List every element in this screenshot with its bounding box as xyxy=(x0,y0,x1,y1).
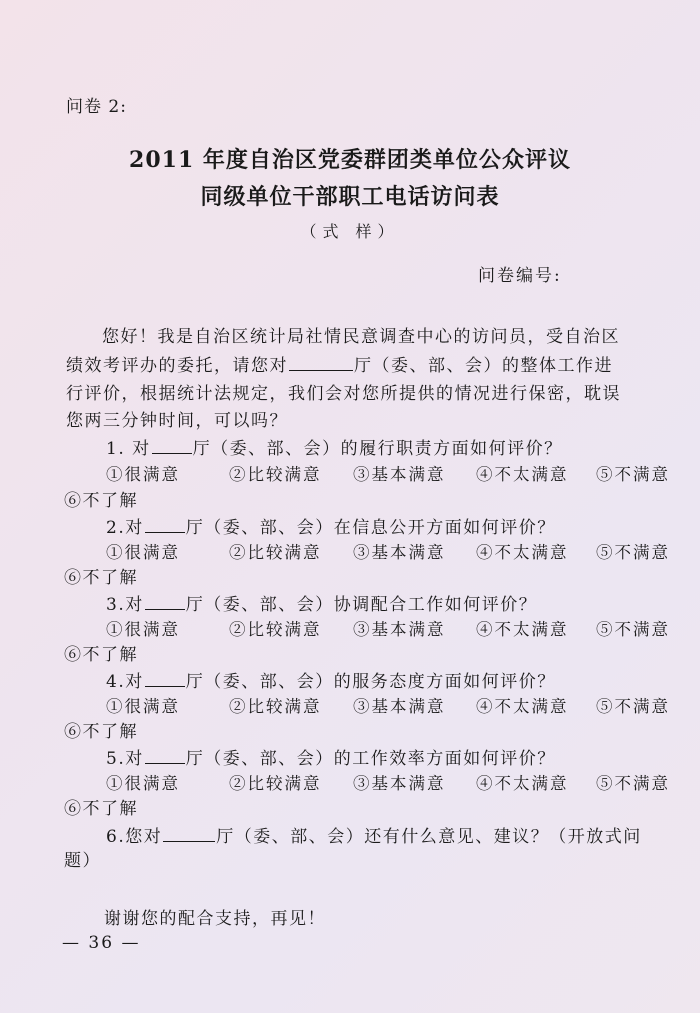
option-basically-satisfied[interactable]: ③基本满意 xyxy=(353,620,446,639)
question-5-text: 厅（委、部、会）的工作效率方面如何评价？ xyxy=(185,749,556,769)
question-6 xyxy=(106,822,642,847)
option-fairly-satisfied[interactable]: ②比较满意 xyxy=(229,620,322,639)
question-6-blank[interactable] xyxy=(163,827,215,842)
option-very-satisfied[interactable]: ①很满意 xyxy=(106,774,180,793)
option-very-satisfied[interactable]: ①很满意 xyxy=(106,543,180,562)
question-1-prefix: 1. 对 xyxy=(106,439,151,459)
question-3-text: 厅（委、部、会）协调配合工作如何评价？ xyxy=(185,595,538,615)
option-unknown[interactable]: ⑥不了解 xyxy=(64,491,138,511)
question-4-prefix: 4.对 xyxy=(106,672,144,692)
option-fairly-satisfied[interactable]: ②比较满意 xyxy=(229,697,322,716)
question-5-prefix: 5.对 xyxy=(106,749,144,769)
page-number: — 36 — xyxy=(62,933,141,953)
option-fairly-satisfied[interactable]: ②比较满意 xyxy=(229,543,322,562)
option-unknown[interactable]: ⑥不了解 xyxy=(64,568,138,588)
question-4-blank[interactable] xyxy=(145,672,185,687)
question-3-prefix: 3.对 xyxy=(106,595,144,615)
title-line-2: 同级单位干部职工电话访问表 xyxy=(200,184,500,210)
question-3-options xyxy=(106,616,670,640)
question-1-text: 厅（委、部、会）的履行职责方面如何评价？ xyxy=(192,439,563,459)
intro-line-2-end: 厅（委、部、会）的整体工作进 xyxy=(354,356,613,376)
question-1-options xyxy=(106,461,670,485)
option-basically-satisfied[interactable]: ③基本满意 xyxy=(353,465,446,484)
option-not-very-satisfied[interactable]: ④不太满意 xyxy=(476,465,569,484)
option-dissatisfied[interactable]: ⑤不满意 xyxy=(596,543,670,562)
question-2-blank[interactable] xyxy=(145,518,185,533)
question-6-text-continued: 题） xyxy=(64,851,101,871)
question-2-options xyxy=(106,539,670,563)
question-3 xyxy=(106,590,537,615)
closing-remark: 谢谢您的配合支持，再见！ xyxy=(104,909,326,929)
option-unknown[interactable]: ⑥不了解 xyxy=(64,722,138,742)
option-unknown[interactable]: ⑥不了解 xyxy=(64,645,138,665)
question-2-text: 厅（委、部、会）在信息公开方面如何评价？ xyxy=(185,518,556,538)
intro-line-2 xyxy=(66,351,613,376)
questionnaire-label: 问卷 2: xyxy=(66,97,127,117)
option-not-very-satisfied[interactable]: ④不太满意 xyxy=(476,620,569,639)
option-not-very-satisfied[interactable]: ④不太满意 xyxy=(476,543,569,562)
option-not-very-satisfied[interactable]: ④不太满意 xyxy=(476,697,569,716)
question-5-blank[interactable] xyxy=(145,749,185,764)
option-not-very-satisfied[interactable]: ④不太满意 xyxy=(476,774,569,793)
option-unknown[interactable]: ⑥不了解 xyxy=(64,799,138,819)
question-4 xyxy=(106,667,556,692)
intro-line-4: 您两三分钟时间，可以吗？ xyxy=(66,411,288,431)
intro-line-2-start: 绩效考评办的委托，请您对 xyxy=(66,356,288,376)
option-very-satisfied[interactable]: ①很满意 xyxy=(106,697,180,716)
question-5 xyxy=(106,744,556,769)
question-3-blank[interactable] xyxy=(145,595,185,610)
option-dissatisfied[interactable]: ⑤不满意 xyxy=(596,620,670,639)
intro-line-3: 行评价，根据统计法规定，我们会对您所提供的情况进行保密，耽误 xyxy=(66,384,621,404)
option-basically-satisfied[interactable]: ③基本满意 xyxy=(353,774,446,793)
option-very-satisfied[interactable]: ①很满意 xyxy=(106,465,180,484)
title-line-1: 2011 年度自治区党委群团类单位公众评议 xyxy=(129,147,571,173)
question-5-options xyxy=(106,770,670,794)
question-2-prefix: 2.对 xyxy=(106,518,144,538)
option-dissatisfied[interactable]: ⑤不满意 xyxy=(596,774,670,793)
option-fairly-satisfied[interactable]: ②比较满意 xyxy=(229,465,322,484)
subtitle: （式 样） xyxy=(300,222,400,241)
questionnaire-number-label: 问卷编号: xyxy=(478,266,562,286)
question-1-blank[interactable] xyxy=(152,439,192,454)
question-4-text: 厅（委、部、会）的服务态度方面如何评价？ xyxy=(185,672,556,692)
question-6-prefix: 6.您对 xyxy=(106,827,163,847)
question-1 xyxy=(106,434,563,459)
option-fairly-satisfied[interactable]: ②比较满意 xyxy=(229,774,322,793)
option-basically-satisfied[interactable]: ③基本满意 xyxy=(353,543,446,562)
option-dissatisfied[interactable]: ⑤不满意 xyxy=(596,465,670,484)
option-very-satisfied[interactable]: ①很满意 xyxy=(106,620,180,639)
question-4-options xyxy=(106,693,670,717)
option-dissatisfied[interactable]: ⑤不满意 xyxy=(596,697,670,716)
question-2 xyxy=(106,513,556,538)
intro-line-1: 您好！我是自治区统计局社情民意调查中心的访问员，受自治区 xyxy=(102,327,620,347)
question-6-text: 厅（委、部、会）还有什么意见、建议？（开放式问 xyxy=(216,827,642,847)
unit-blank[interactable] xyxy=(289,356,353,371)
option-basically-satisfied[interactable]: ③基本满意 xyxy=(353,697,446,716)
